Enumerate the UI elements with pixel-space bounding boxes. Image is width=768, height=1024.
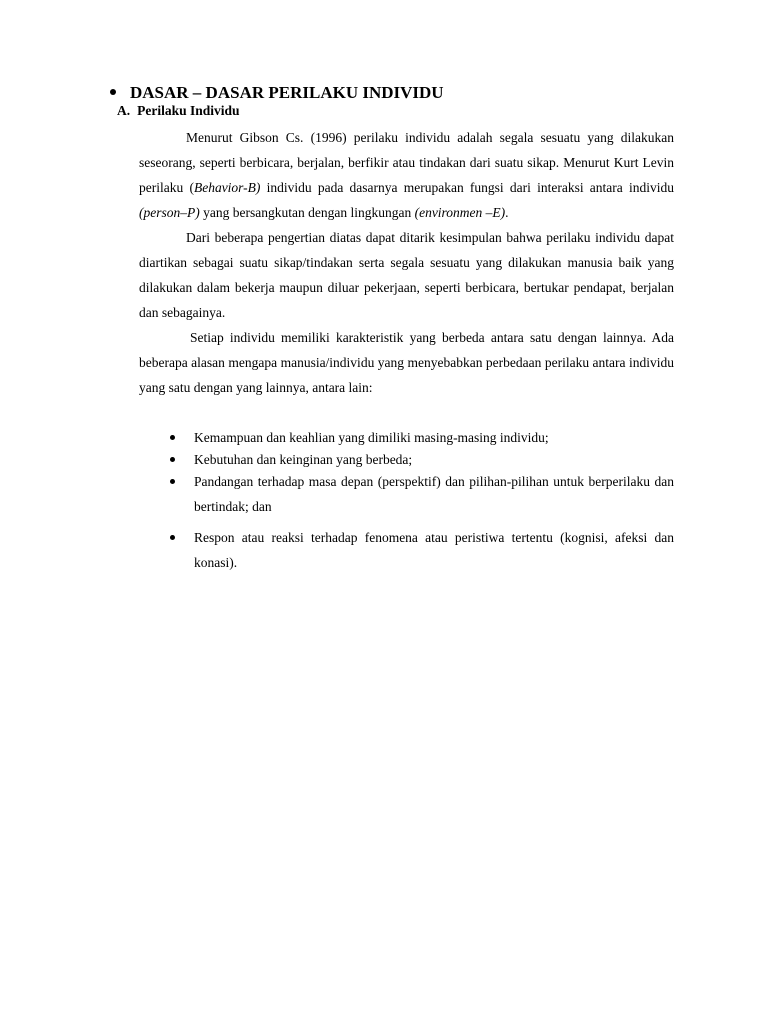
subsection-marker: A. — [117, 103, 131, 118]
bullet-icon — [170, 535, 175, 540]
subsection-heading — [117, 102, 240, 120]
paragraph-2: Dari beberapa pengertian diatas dapat ditarik kesimpulan bahwa perilaku individu dapat diartikan sebagai suatu sikap/tindakan serta segala sesuatu yang dilakukan manusia baik yang dilakukan dalam bekerja maupun diluar pekerjaan, seperti berbicara, bertukar pendapat, berjalan dan sebagainya. — [139, 230, 674, 320]
paragraph-1-italic-3: (environmen –E) — [414, 205, 506, 220]
list-item — [164, 469, 674, 519]
paragraph-1-text-2: individu pada dasarnya merupakan fungsi dari interaksi antara individu — [260, 180, 674, 195]
reasons-list — [164, 425, 674, 519]
paragraph-1-text-4: . — [505, 205, 509, 220]
section-heading-text: DASAR – DASAR PERILAKU INDIVIDU — [130, 83, 444, 102]
paragraph-3: Setiap individu memiliki karakteristik yang berbeda antara satu dengan lainnya. Ada beberapa alasan mengapa manusia/individu yang menyebabkan perbedaan perilaku antara individu yang satu dengan yang lainnya, antara lain: — [139, 330, 674, 395]
list-item — [164, 525, 674, 575]
paragraph-1-italic-1: Behavior-B) — [193, 180, 261, 195]
bullet-icon — [170, 479, 175, 484]
paragraph-1 — [139, 125, 674, 225]
bullet-icon — [170, 457, 175, 462]
bullet-icon — [170, 435, 175, 440]
list-item-text: Respon atau reaksi terhadap fenomena atau peristiwa tertentu (kognisi, afeksi dan konasi). — [194, 530, 674, 570]
paragraph-1-text-3: yang bersangkutan dengan lingkungan — [199, 205, 415, 220]
paragraph-1-italic-2: (person–P) — [139, 205, 200, 220]
reasons-list-continued — [164, 525, 674, 575]
body-text — [139, 125, 674, 400]
list-item-text: Kebutuhan dan keinginan yang berbeda; — [194, 452, 413, 467]
list-item-text: Pandangan terhadap masa depan (perspektif) dan pilihan-pilihan untuk berperilaku dan bertindak; dan — [194, 474, 674, 514]
bullet-icon — [110, 89, 116, 95]
section-heading — [110, 82, 444, 104]
list-item-text: Kemampuan dan keahlian yang dimiliki masing-masing individu; — [194, 430, 549, 445]
paragraph-1-text-1: Menurut Gibson Cs. (1996) perilaku individu adalah segala sesuatu yang dilakukan seseorang, seperti berbicara, berjalan, berfikir atau tindakan dari suatu sikap. Menurut Kurt Levin perilaku ( — [139, 130, 674, 195]
subsection-heading-text: Perilaku Individu — [137, 103, 240, 118]
